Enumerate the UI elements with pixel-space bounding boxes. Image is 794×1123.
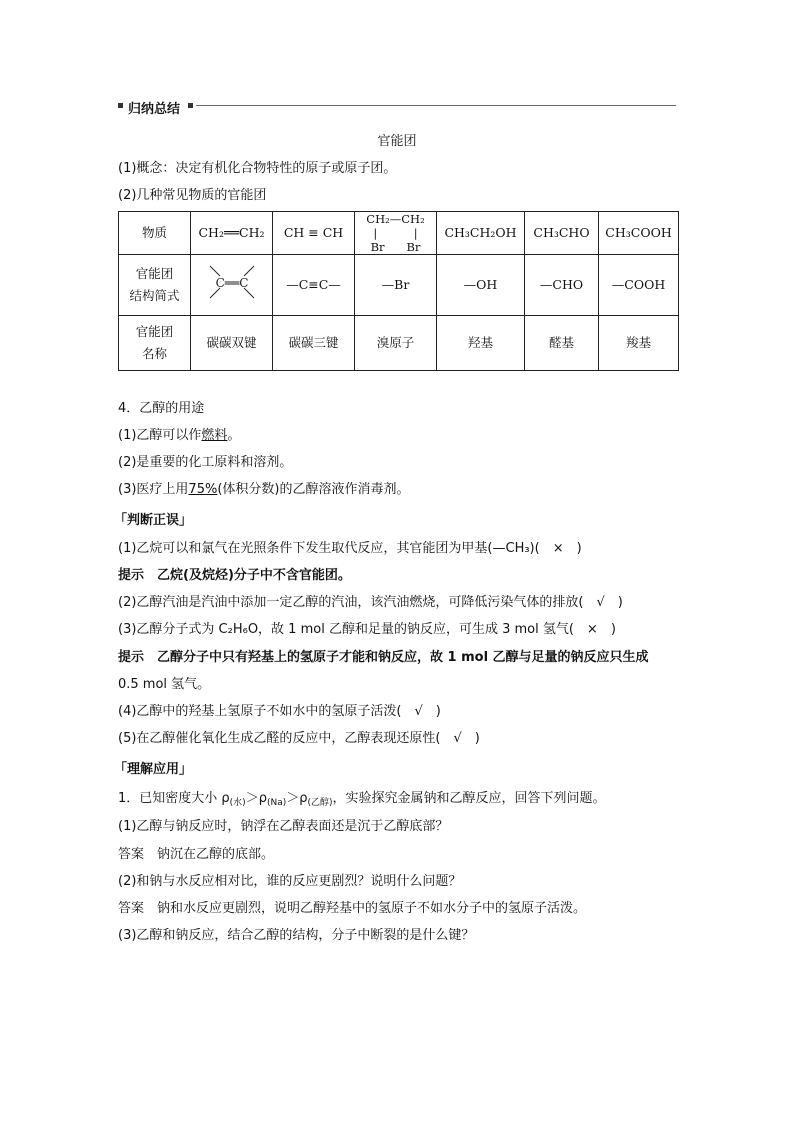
bullet-square-icon xyxy=(188,103,193,108)
header-line: 结构简式 xyxy=(129,288,180,303)
header-line: 名称 xyxy=(141,346,167,361)
section-header xyxy=(118,99,676,115)
table-cell: —COOH xyxy=(599,255,679,316)
judge-item: (3)乙醇分子式为 C₂H₆O，故 1 mol 乙醇和足量的钠反应，可生成 3 mol 氢气( × ) xyxy=(118,622,616,637)
apply-line: (3)乙醇和钠反应，结合乙醇的结构，分子中断裂的是什么键？ xyxy=(118,928,475,943)
table-cell: 碳碳三键 xyxy=(273,316,355,371)
judge-title: 判断正误 xyxy=(127,513,180,528)
judge-hint-cont: 0.5 mol 氢气。 xyxy=(118,677,211,692)
apply-line: (2)和钠与水反应相对比，谁的反应更剧烈？说明什么问题？ xyxy=(118,874,462,889)
table-cell-bromoethane xyxy=(355,212,437,255)
text-span: (1)乙醇可以作 xyxy=(118,428,202,443)
apply-title: 理解应用 xyxy=(127,762,180,777)
text-span: ＞ρ xyxy=(286,791,308,806)
text-span: (体积分数)的乙醇溶液作消毒剂。 xyxy=(217,482,410,497)
alkene-structure-icon xyxy=(202,260,262,304)
structure-label: C══C xyxy=(215,275,248,290)
table-cell: 羟基 xyxy=(437,316,525,371)
table-header-cell: 物质 xyxy=(119,212,191,255)
uses-line-1 xyxy=(118,424,240,443)
table-cell: 羧基 xyxy=(599,316,679,371)
text-span: ＞ρ xyxy=(245,791,267,806)
table-row xyxy=(119,316,679,371)
table-cell: —CHO xyxy=(525,255,599,316)
section-divider xyxy=(196,105,676,106)
table-cell: CH₂══CH₂ xyxy=(191,212,273,255)
judge-item: (2)乙醇汽油是汽油中添加一定乙醇的汽油，该汽油燃烧，可降低污染气体的排放( √ ) xyxy=(118,595,623,610)
common-title: (2)几种常见物质的官能团 xyxy=(118,188,267,203)
table-cell: —Br xyxy=(355,255,437,316)
section-title: 归纳总结 xyxy=(128,102,181,117)
table-row xyxy=(119,255,679,316)
text-span: ，实验探究金属钠和乙醇反应，回答下列问题。 xyxy=(332,791,606,806)
table-cell: CH ≡ CH xyxy=(273,212,355,255)
table-cell: 醛基 xyxy=(525,316,599,371)
bromo-bottom: Br Br xyxy=(370,240,421,254)
text-span: (3)医疗上用 xyxy=(118,482,189,497)
table-cell: —C≡C— xyxy=(273,255,355,316)
table-cell: 溴原子 xyxy=(355,316,437,371)
subscript: (水) xyxy=(229,798,246,808)
apply-answer: 答案 钠沉在乙醇的底部。 xyxy=(118,847,275,862)
apply-answer: 答案 钠和水反应更剧烈，说明乙醇羟基中的氢原子不如水分子中的氢原子活泼。 xyxy=(118,901,587,916)
judge-hint: 提示 乙烷(及烷烃)分子中不含官能团。 xyxy=(118,568,351,583)
table-cell: CH₃COOH xyxy=(599,212,679,255)
judge-hint: 提示 乙醇分子中只有羟基上的氢原子才能和钠反应，故 1 mol 乙醇与足量的钠反应只生成 xyxy=(118,650,649,665)
table-row xyxy=(119,212,679,255)
underlined-answer: 燃料 xyxy=(201,428,228,443)
apply-heading: 「理解应用」 xyxy=(114,762,193,777)
uses-line-3 xyxy=(118,478,409,497)
uses-line-2: (2)是重要的化工原料和溶剂。 xyxy=(118,455,293,470)
table-cell: 碳碳双键 xyxy=(191,316,273,371)
bullet-square-icon xyxy=(118,103,123,108)
table-cell: CH₃CHO xyxy=(525,212,599,255)
apply-line: (1)乙醇与钠反应时，钠浮在乙醇表面还是沉于乙醇底部？ xyxy=(118,819,449,834)
subscript: (Na) xyxy=(266,798,287,808)
uses-title: 4．乙醇的用途 xyxy=(118,401,205,416)
judge-item: (1)乙烷可以和氯气在光照条件下发生取代反应，其官能团为甲基(—CH₃)( × ) xyxy=(118,541,582,556)
table-header-cell xyxy=(119,316,191,371)
judge-item: (4)乙醇中的羟基上氢原子不如水中的氢原子活泼( √ ) xyxy=(118,704,441,719)
text-span: 。 xyxy=(227,428,241,443)
functional-group-table xyxy=(118,211,679,371)
subscript: (乙醇) xyxy=(307,798,333,808)
underlined-answer: 75% xyxy=(188,482,218,497)
bromo-top: CH₂—CH₂ xyxy=(366,212,425,226)
header-line: 官能团 xyxy=(135,324,174,339)
table-cell-double-bond xyxy=(191,255,273,316)
table-cell: CH₃CH₂OH xyxy=(437,212,525,255)
judge-item: (5)在乙醇催化氧化生成乙醛的反应中，乙醇表现还原性( √ ) xyxy=(118,731,480,746)
table-header-cell xyxy=(119,255,191,316)
apply-question-1 xyxy=(118,787,606,808)
text-span: 1．已知密度大小 ρ xyxy=(118,791,230,806)
table-cell: —OH xyxy=(437,255,525,316)
bromo-bonds: | | xyxy=(373,226,418,240)
judge-heading: 「判断正误」 xyxy=(114,513,193,528)
concept-line: (1)概念：决定有机化合物特性的原子或原子团。 xyxy=(118,161,397,176)
header-line: 官能团 xyxy=(135,266,174,281)
center-title: 官能团 xyxy=(377,134,417,149)
